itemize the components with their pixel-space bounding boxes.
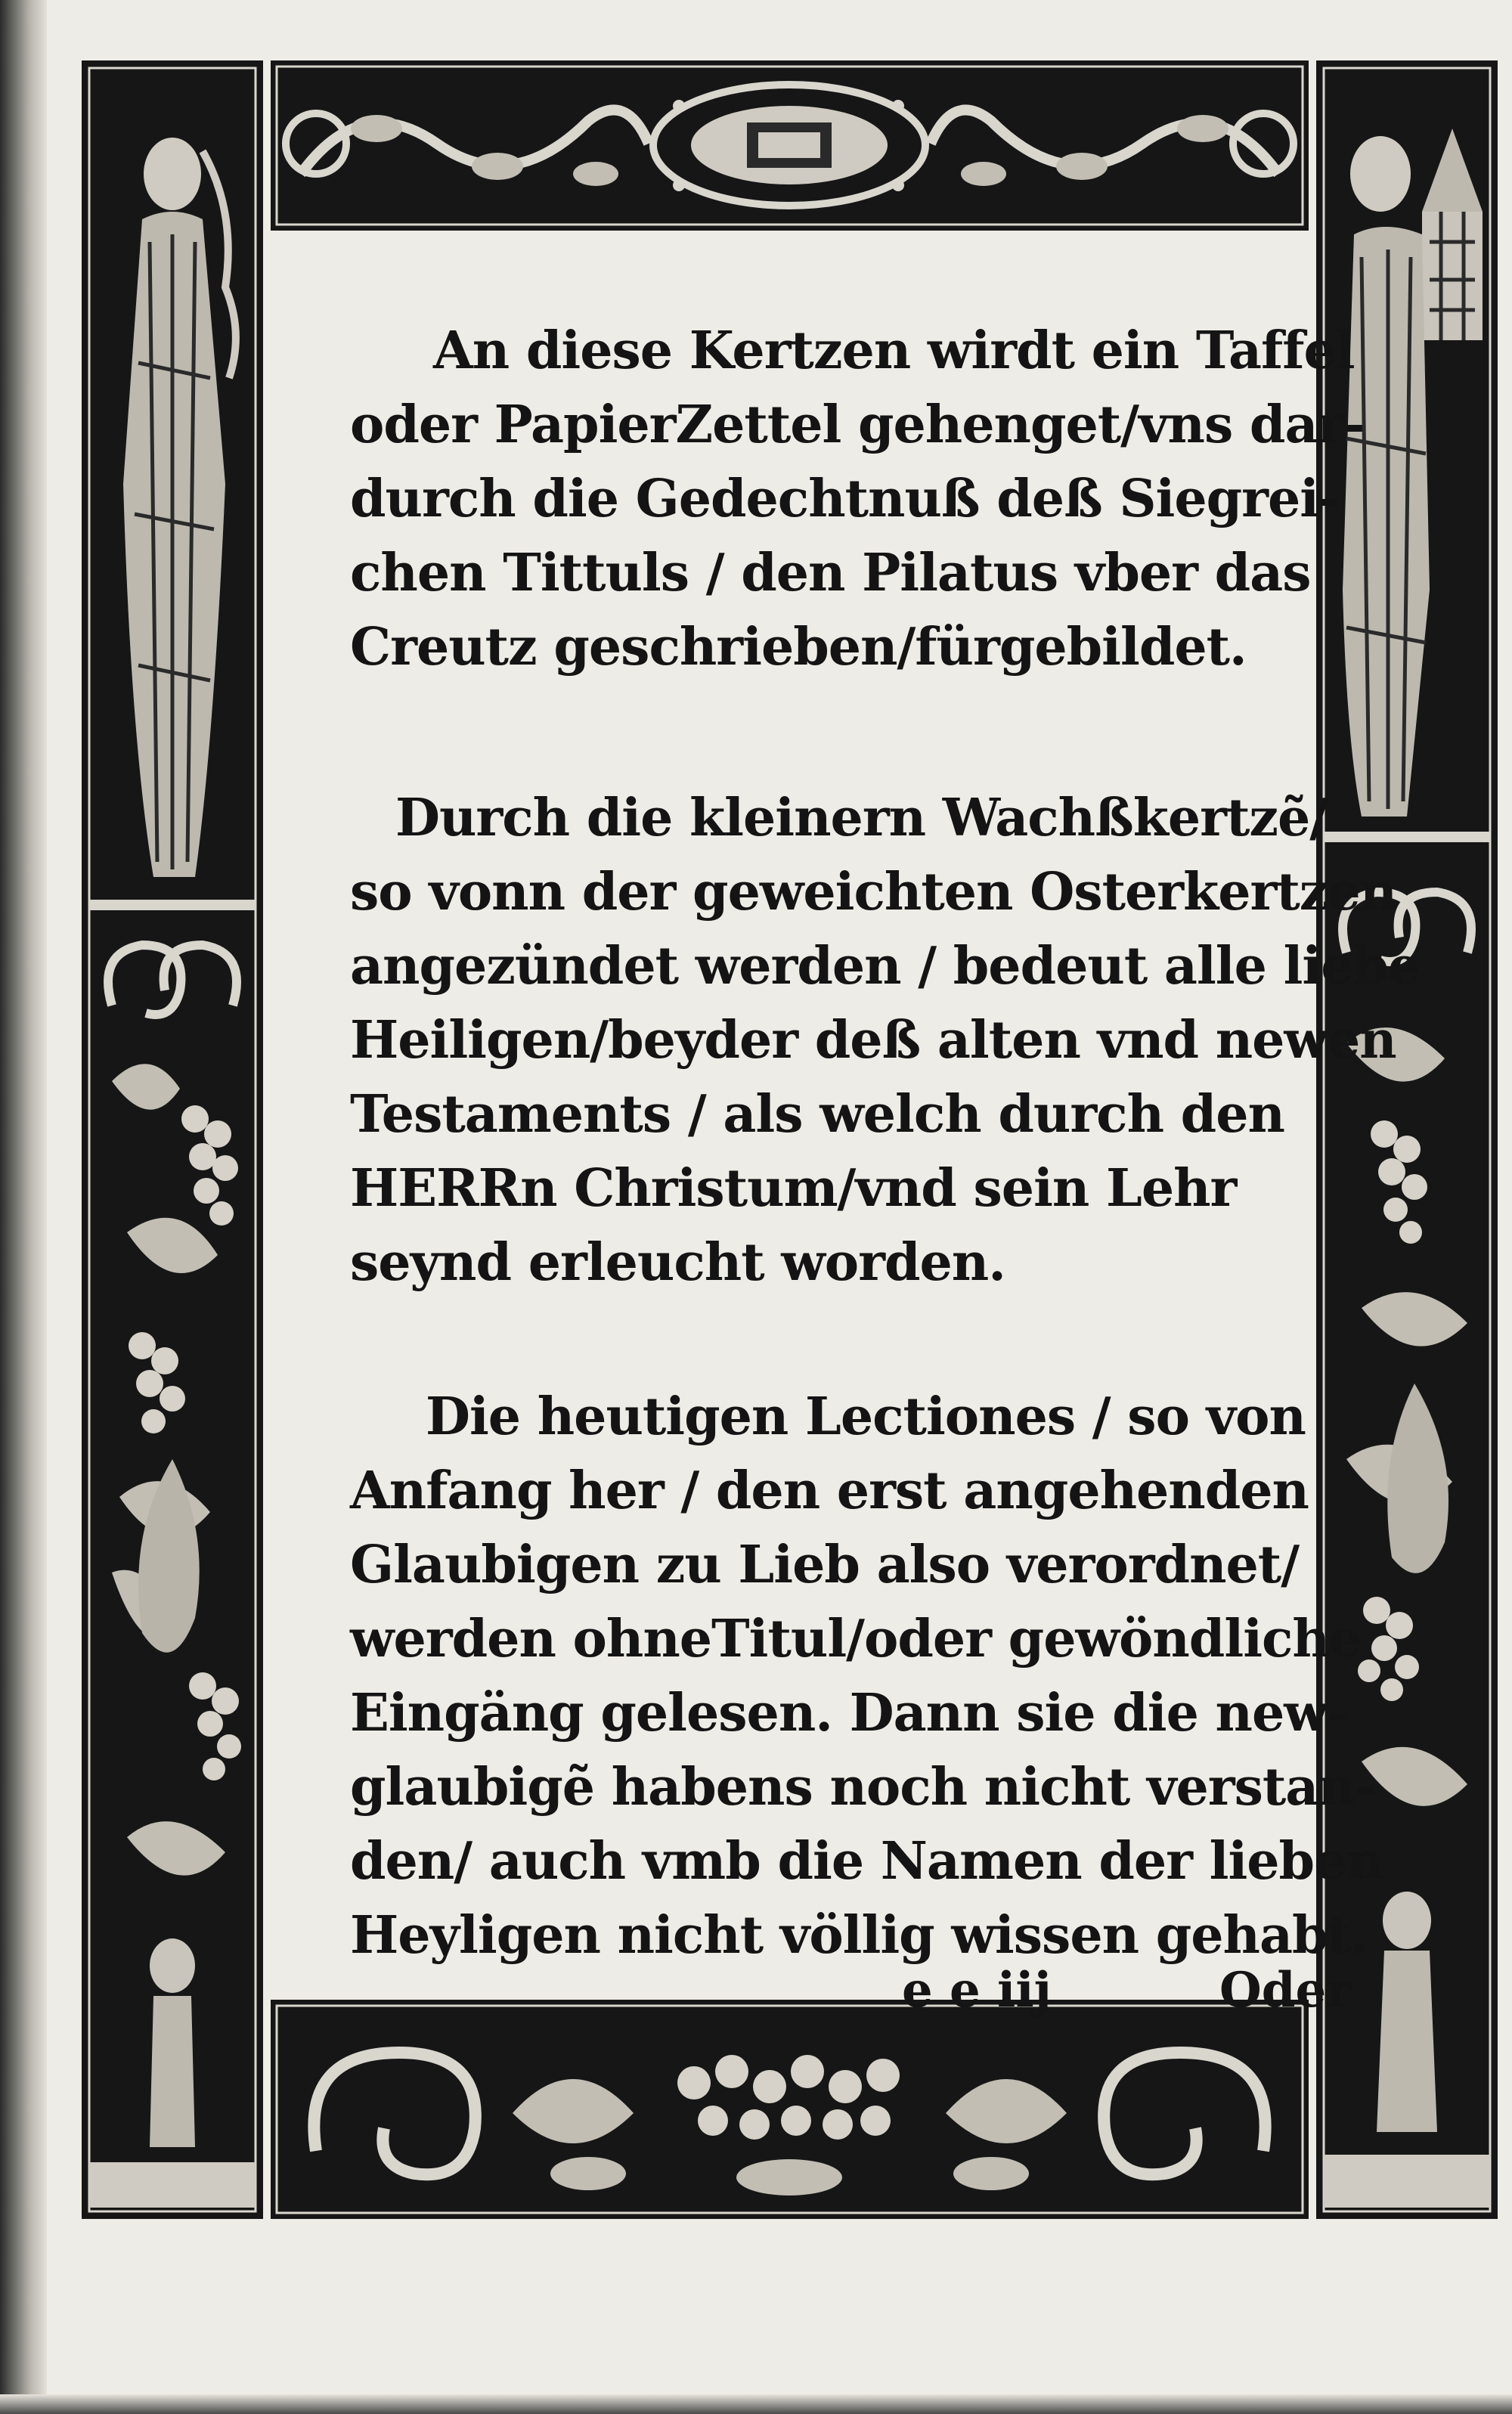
text-line: seynd erleucht worden. bbox=[350, 1232, 1005, 1293]
text-line: Eingäng gelesen. Dann sie die new- bbox=[350, 1683, 1349, 1743]
text-line: Heyligen nicht völlig wissen gehabt. bbox=[350, 1905, 1368, 1966]
text-line: Heiligen/beyder deß alten vnd newen bbox=[350, 1010, 1396, 1071]
text-line: Glaubigen zu Lieb also verordnet/ bbox=[350, 1535, 1300, 1595]
text-line: den/ auch vmb die Namen der lieben bbox=[350, 1831, 1383, 1892]
top-ornament-art bbox=[271, 60, 1309, 231]
text-line: angezündet werden / bedeut alle liebe bbox=[350, 936, 1421, 996]
text-block bbox=[350, 302, 1421, 2064]
woodcut-frame bbox=[82, 60, 1498, 2219]
left-ornament-art bbox=[82, 60, 263, 2219]
catchword: Oder bbox=[1219, 1962, 1352, 2019]
text-line: HERRn Christum/vnd sein Lehr bbox=[350, 1158, 1237, 1219]
page-bottom-edge bbox=[0, 2394, 1512, 2414]
text-line: Creutz geschrieben/fürgebildet. bbox=[350, 617, 1247, 677]
top-ornament-border bbox=[271, 60, 1309, 231]
text-line: durch die Gedechtnuß deß Siegrei- bbox=[350, 469, 1340, 529]
text-line: glaubigẽ habens noch nicht verstan- bbox=[350, 1757, 1375, 1817]
text-line: so vonn der geweichten Osterkertzen bbox=[350, 862, 1397, 922]
text-line: Testaments / als welch durch den bbox=[350, 1084, 1284, 1145]
text-line: Die heutigen Lectiones / so von bbox=[426, 1387, 1306, 1447]
text-line: oder PapierZettel gehenget/vns dar- bbox=[350, 395, 1365, 455]
left-ornament-border bbox=[82, 60, 263, 2219]
text-line: An diese Kertzen wirdt ein Taffel bbox=[433, 321, 1355, 381]
signature-mark: e e iij bbox=[902, 1962, 1052, 2019]
text-line: Durch die kleinern Wachßkertzẽ/ bbox=[395, 788, 1328, 848]
text-line: chen Tittuls / den Pilatus vber das bbox=[350, 543, 1311, 603]
text-line: Anfang her / den erst angehenden bbox=[350, 1461, 1309, 1521]
book-spine-shadow bbox=[0, 0, 47, 2414]
text-line: werden ohneTitul/oder gewöndliche bbox=[350, 1609, 1362, 1669]
